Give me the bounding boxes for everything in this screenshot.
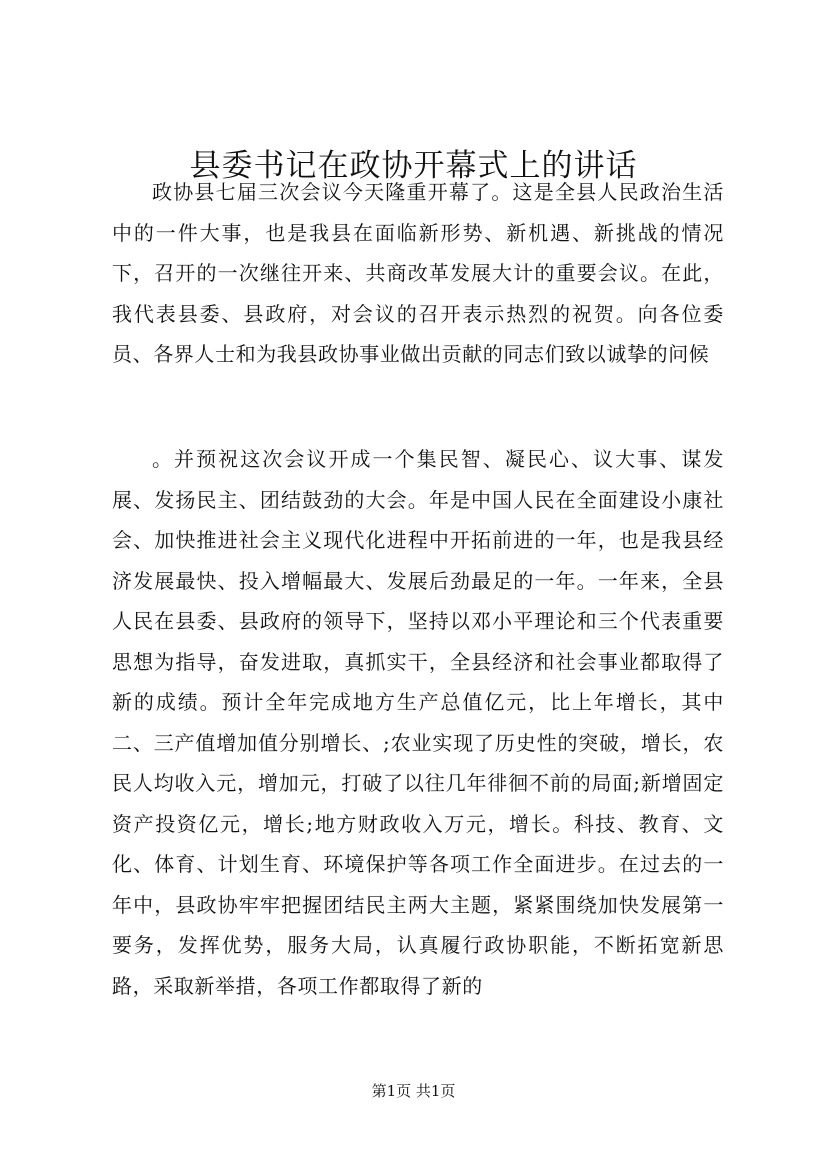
page-footer: 第1页 共1页 [371,1082,456,1100]
document-title: 县委书记在政协开幕式上的讲话 [189,148,638,184]
paragraph-1: 政协县七届三次会议今天隆重开幕了。这是全县人民政治生活中的一件大事，也是我县在面临新形势、新机遇、新挑战的情况下，召开的一次继往开来、共商改革发展大计的重要会议。在此，我代表县委、县政府，对会议的召开表示热烈的祝贺。向各位委员、各界人士和为我县政协事业做出贡献的同志们致以诚挚的问候 [112,180,724,366]
paragraph-2: 。并预祝这次会议开成一个集民智、凝民心、议大事、谋发展、发扬民主、团结鼓劲的大会。年是中国人民在全面建设小康社会、加快推进社会主义现代化进程中开拓前进的一年，也是我县经济发展最快、投入增幅最大、发展后劲最足的一年。一年来，全县人民在县委、县政府的领导下，坚持以邓小平理论和三个代表重要思想为指导，奋发进取，真抓实干，全县经济和社会事业都取得了新的成绩。预计全年完成地方生产总值亿元，比上年增长，其中二、三产值增加值分别增长、;农业实现了历史性的突破，增长，农民人均收入元，增加元，打破了以往几年徘徊不前的局面;新增固定资产投资亿元，增长;地方财政收入万元，增长。科技、教育、文化、体育、计划生育、环境保护等各项工作全面进步。在过去的一年中，县政协牢牢把握团结民主两大主题，紧紧围绕加快发展第一要务，发挥优势，服务大局，认真履行政协职能，不断拓宽新思路，采取新举措，各项工作都取得了新的 [112,447,724,998]
